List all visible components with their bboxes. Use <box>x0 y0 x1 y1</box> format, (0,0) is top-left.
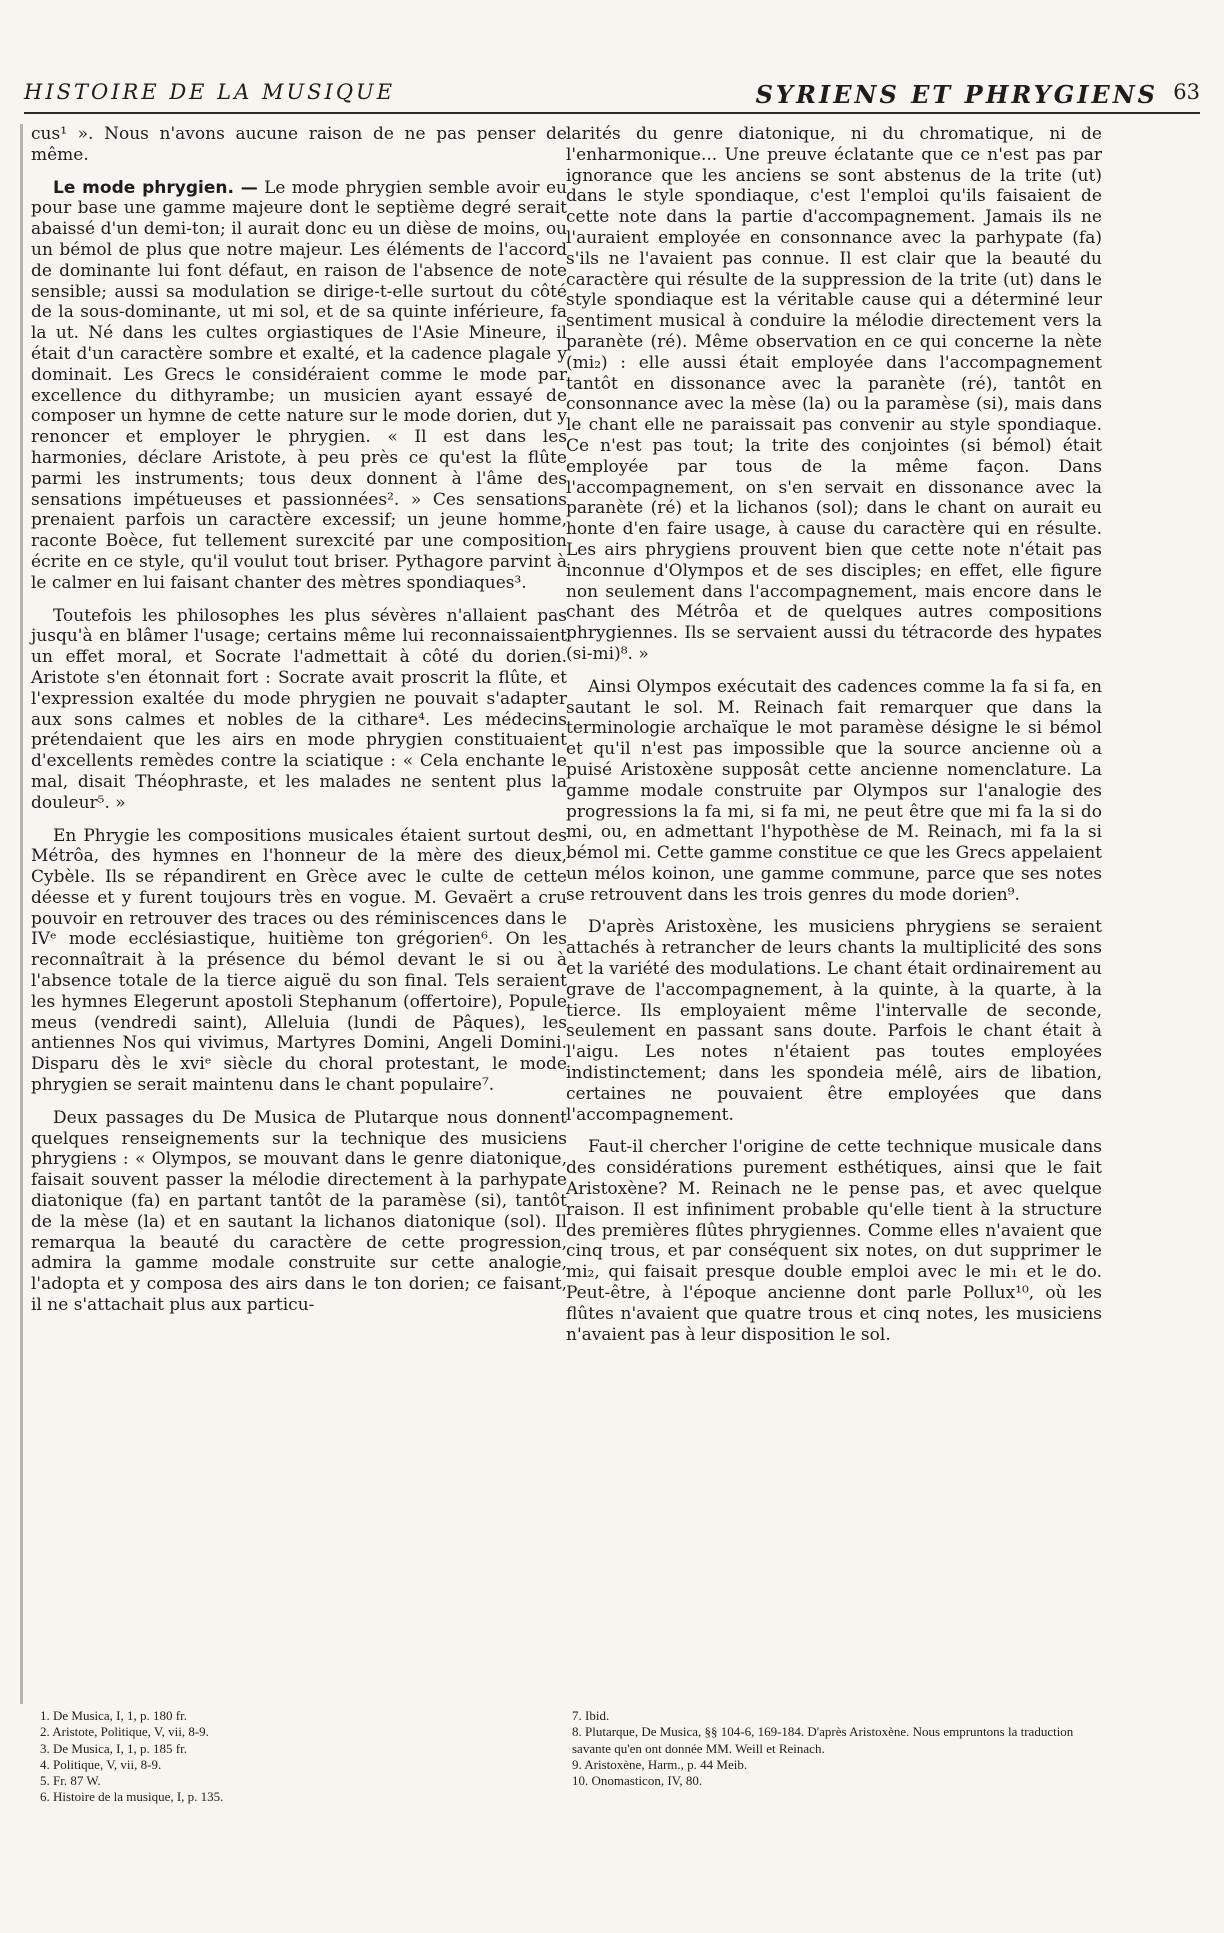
paragraph-mode-phrygien <box>31 178 567 594</box>
running-header <box>24 80 1200 114</box>
footnote: 8. Plutarque, De Musica, §§ 104-6, 169-184. D'après Aristoxène. Nous empruntons la traduction savante qu'en ont donnée MM. Weill et Reinach. <box>572 1724 1074 1756</box>
page-number: 63 <box>1173 80 1200 104</box>
paragraph: Toutefois les philosophes les plus sévères n'allaient pas jusqu'à en blâmer l'usage; certains même lui reconnaissaient un effet moral, et Socrate l'admettait à côté du dorien. Aristote s'en étonnait fort : Socrate avait proscrit la flûte, et l'expression exaltée du mode phrygien ne pouvait s'adapter aux sons calmes et nobles de la cithare⁴. Les médecins prétendaient que les airs en mode phrygien constituaient d'excellents remèdes contre la sciatique : « Cela enchante le mal, disait Théophraste, et les malades ne sentent plus la douleur⁵. » <box>31 605 567 813</box>
footnote: 6. Histoire de la musique, I, p. 135. <box>40 1789 224 1805</box>
footnotes-left <box>40 1708 560 1806</box>
paragraph: cus¹ ». Nous n'avons aucune raison de ne pas penser de même. <box>31 124 567 165</box>
footnote: 4. Politique, V, vii, 8-9. <box>40 1756 162 1772</box>
paragraph: larités du genre diatonique, ni du chromatique, ni de l'enharmonique... Une preuve éclatante que ce n'est pas par ignorance que les anciens se sont abstenus de la trite (ut) dans le style spondiaque, c'est l'emploi qu'ils faisaient de cette note dans la partie d'accompagnement. Jamais ils ne l'auraient employée en consonnance avec la parhypate (fa) s'ils ne l'avaient pas connue. Il est clair que la beauté du caractère qui résulte de la suppression de la trite (ut) dans le style spondiaque est la véritable cause qui a déterminé leur sentiment musical à conduire la mélodie directement vers la paranète (ré). Même observation en ce qui concerne la nète (mi₂) : elle aussi était employée dans l'accompagnement tantôt en dissonance avec la paranète (ré), tantôt en consonnance avec la mèse (la) ou la paramèse (si), mais dans le chant elle ne paraissait pas convenir au style spondiaque. Ce n'est pas tout; la trite des conjointes (si bémol) était employée par tous de la même façon. Dans l'accompagnement, on s'en servait en dissonance avec la paranète (ré) et la lichanos (sol); dans le chant on aurait eu honte d'en faire usage, à cause du caractère qui en résulte. Les airs phrygiens prouvent bien que cette note n'était pas inconnue d'Olympos et de ses disciples; en effet, elle figure non seulement dans l'accompagnement, mais encore dans le chant des Métrôa et de quelques autres compositions phrygiennes. Ils se servaient aussi du tétracorde des hypates (si-mi)⁸. » <box>566 124 1102 664</box>
paragraph: D'après Aristoxène, les musiciens phrygiens se seraient attachés à retrancher de leurs chants la multiplicité des sons et la variété des modulations. Le chant était ordinairement au grave de l'accompagnement, à la quinte, à la quarte, à la tierce. Ils employaient même l'intervalle de seconde, seulement en passant sans doute. Parfois le chant était à l'aigu. Les notes n'étaient pas toutes employées indistinctement; dans les spondeia mélê, airs de libation, certaines ne pouvaient être employées que dans l'accompagnement. <box>566 917 1102 1125</box>
footnote: 1. De Musica, I, 1, p. 180 fr. <box>40 1708 187 1723</box>
footnotes-right <box>572 1708 1092 1789</box>
left-column <box>20 124 567 1704</box>
section-heading: Le mode phrygien. — <box>53 177 258 198</box>
paragraph: Faut-il chercher l'origine de cette technique musicale dans des considérations purement esthétiques, ainsi que le fait Aristoxène? M. Reinach ne le pense pas, et avec quelque raison. Il est infiniment probable qu'elle tient à la structure des premières flûtes phrygiennes. Comme elles n'avaient que cinq trous, et par conséquent six notes, on dut supprimer le mi₂, qui faisait presque double emploi avec le mi₁ et le do. Peut-être, à l'époque ancienne dont parle Pollux¹⁰, où les flûtes n'avaient que quatre trous et cinq notes, les musiciens n'avaient pas à leur disposition le sol. <box>566 1137 1102 1345</box>
footnote: 3. De Musica, I, 1, p. 185 fr. <box>40 1740 187 1756</box>
paragraph-text: Le mode phrygien semble avoir eu pour base une gamme majeure dont le septième degré serait abaissé d'un demi-ton; il aurait donc eu un dièse de moins, ou un bémol de plus que notre majeur. Les éléments de l'accord de dominante lui font défaut, en raison de l'absence de note sensible; aussi sa modulation se dirige-t-elle surtout du côté de la sous-dominante, ut mi sol, et de sa quinte inférieure, fa la ut. Né dans les cultes orgiastiques de l'Asie Mineure, il était d'un caractère sombre et exalté, et la cadence plagale y dominait. Les Grecs le considéraient comme le mode par excellence du dithyrambe; un musicien ayant essayé de composer un hymne de cette nature sur le mode dorien, dut y renoncer et employer le phrygien. « Il est dans les harmonies, déclare Aristote, à peu près ce qu'est la flûte parmi les instruments; tous deux donnent à l'âme des sensations impétueuses et passionnées². » Ces sensations prenaient parfois un caractère excessif; un jeune homme, raconte Boèce, fut tellement surexcité par une composition écrite en ce style, qu'il voulut tout briser. Pythagore parvint à le calmer en lui faisant chanter des mètres spondiaques³. <box>31 177 567 593</box>
paragraph: Ainsi Olympos exécutait des cadences comme la fa si fa, en sautant le sol. M. Reinach fait remarquer que dans la terminologie archaïque le mot paramèse désigne le si bémol et qu'il n'est pas impossible que la source ancienne où a puisé Aristoxène supposât cette ancienne nomenclature. La gamme modale construite par Olympos sur l'analogie des progressions la fa mi, si fa mi, ne peut être que mi fa la si do mi, ou, en admettant l'hypothèse de M. Reinach, mi fa la si bémol mi. Cette gamme constitue ce que les Grecs appelaient un mélos koinon, une gamme commune, parce que ses notes se retrouvent dans les trois genres du mode dorien⁹. <box>566 676 1102 905</box>
right-column <box>566 124 1102 1704</box>
header-right-title: SYRIENS ET PHRYGIENS <box>755 80 1158 109</box>
footnote: 2. Aristote, Politique, V, vii, 8-9. <box>40 1724 209 1740</box>
header-rule <box>24 112 1200 114</box>
paragraph: En Phrygie les compositions musicales étaient surtout des Métrôa, des hymnes en l'honneur de la mère des dieux, Cybèle. Ils se répandirent en Grèce avec le culte de cette déesse et y furent toujours très en vogue. M. Gevaërt a cru pouvoir en retrouver des traces ou des réminiscences dans le IVᵉ mode ecclésiastique, huitième ton grégorien⁶. On les reconnaîtrait à la présence du bémol devant le si ou à l'absence totale de la tierce aiguë du son final. Tels seraient les hymnes Elegerunt apostoli Stephanum (offertoire), Popule meus (vendredi saint), Alleluia (lundi de Pâques), les antiennes Nos qui vivimus, Martyres Domini, Angeli Domini. Disparu dès le xviᵉ siècle du choral protestant, le mode phrygien se serait maintenu dans le chant populaire⁷. <box>31 825 567 1096</box>
footnote: 9. Aristoxène, Harm., p. 44 Meib. <box>572 1756 748 1772</box>
paragraph: Deux passages du De Musica de Plutarque nous donnent quelques renseignements sur la technique des musiciens phrygiens : « Olympos, se mouvant dans le genre diatonique, faisait souvent passer la mélodie directement à la parhypate diatonique (fa) en partant tantôt de la paramèse (si), tantôt de la mèse (la) et en sautant la lichanos diatonique (sol). Il remarqua la beauté du caractère de cette progression, admira la gamme modale construite sur cette analogie, l'adopta et y composa des airs dans le ton dorien; ce faisant, il ne s'attachait plus aux particu- <box>31 1107 567 1316</box>
footnote: 5. Fr. 87 W. <box>40 1773 101 1789</box>
footnote: 10. Onomasticon, IV, 80. <box>572 1773 703 1789</box>
header-left-title: HISTOIRE DE LA MUSIQUE <box>24 80 396 104</box>
footnote: 7. Ibid. <box>572 1708 610 1723</box>
